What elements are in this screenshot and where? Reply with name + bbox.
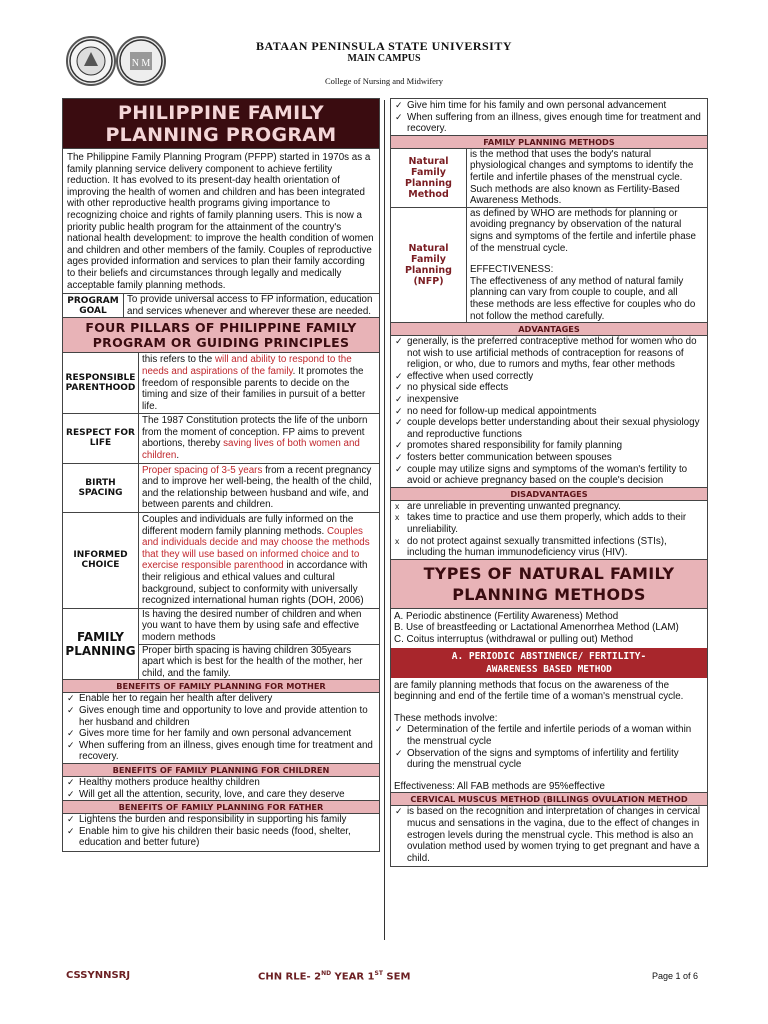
pillar-text-highlight: Couples and individuals decide and may choose the methods that they will use based on informed choice and to exercise responsible parenthood	[142, 525, 370, 572]
pillar-text-pre: The 1987 Constitution protects the life of the unborn from the moment of conception. FP aims to prevent abortions, thereby	[142, 415, 368, 450]
pfpp-intro: The Philippine Family Planning Program (PFPP) started in 1970s as a family planning service delivery component to achieve fertility reduction. It has evolved to its present-day health orientation of improving the health of women and children and has been integrated with other reproductive health programs giving importance to recognizing choice and rights of family planning users. This is now a priority public health program for the attainment of the country's national health development: to improve the health condition of women and children and other members of the family. Couples of reproductive ages provided information and services to plan their family according to their beliefs and circumstances through legally and medically acceptable family planning methods.	[63, 148, 379, 294]
fab-involve-label: These methods involve:	[394, 712, 498, 724]
list-item: x takes time to practice and use them properly, which adds to their unreliability.	[394, 512, 704, 535]
pillar-text-post: .	[176, 450, 180, 462]
pillar-text	[139, 414, 379, 462]
list-item: ✓ Enable him to give his children their basic needs (food, shelter, education and better future)	[66, 826, 376, 849]
list-item: ✓ couple develops better understanding about their sexual physiology and reproductive functions	[394, 417, 704, 440]
footer-course	[258, 970, 410, 982]
nfp-row	[391, 208, 707, 322]
pillar-text	[139, 513, 379, 608]
family-planning-spacing: Proper birth spacing is having children 305years apart which is best for the health of the mother, her child, and the family.	[142, 644, 363, 679]
footer-initials: CSSYNNSRJ	[66, 970, 131, 981]
list-item: ✓ no physical side effects	[394, 382, 704, 394]
effectiveness-label: EFFECTIVENESS:	[470, 264, 554, 276]
pillar-text-post: . It promotes the freedom of responsible parents to decide on the timing and size of their families in pursuit of a better life.	[142, 365, 366, 412]
list-item: ✓ fosters better communication between spouses	[394, 452, 704, 464]
fab-effectiveness: Effectiveness: All FAB methods are 95%effective	[394, 780, 605, 792]
nfp-definition: as defined by WHO are methods for planning or avoiding pregnancy by observation of the natural signs and symptoms of the fertile and infertile phase of the menstrual cycle.	[470, 207, 696, 254]
pillar-text	[139, 464, 379, 512]
left-column	[62, 98, 380, 852]
benefits-children-list	[63, 777, 379, 800]
list-item: ✓ is based on the recognition and interpretation of changes in cervical mucus and sensations in the vagina, due to the effect of changes in estrogen levels during the menstrual cycle. This method is also an ovulation method used by women trying to get pregnant and have a child.	[394, 806, 704, 864]
fab-method-title-bar	[391, 648, 707, 678]
program-goal-text: To provide universal access to FP information, education and services whenever and wherever these are needed.	[127, 294, 373, 317]
svg-text:N M: N M	[131, 58, 151, 69]
list-item: ✓ Determination of the fertile and infertile periods of a woman within the menstrual cycle	[394, 724, 704, 747]
nfp-content	[467, 208, 707, 322]
list-item: ✓ Healthy mothers produce healthy children	[66, 777, 376, 789]
fp-methods-title: FAMILY PLANNING METHODS	[391, 135, 707, 149]
list-item: ✓ Enable her to regain her health after delivery	[66, 693, 376, 705]
advantages-list	[391, 336, 707, 487]
pillars-title-banner: FOUR PILLARS OF PHILIPPINE FAMILY PROGRAM OR GUIDING PRINCIPLES	[63, 318, 379, 353]
list-item: ✓ Gives more time for her family and own personal advancement	[66, 728, 376, 740]
list-item: ✓ promotes shared responsibility for family planning	[394, 440, 704, 452]
cervical-mucus-title: CERVICAL MUSCUS METHOD (BILLINGS OVULATION METHOD	[391, 792, 707, 806]
college-name: College of Nursing and Midwifery	[324, 76, 444, 86]
pfpp-title-banner	[63, 99, 379, 148]
footer-course-post: SEM	[382, 971, 411, 983]
family-planning-text	[139, 609, 379, 680]
pillar-text	[139, 353, 379, 413]
list-item: C. Coitus interruptus (withdrawal or pulling out) Method	[394, 633, 634, 645]
pillar-label: RESPONSIBLE PARENTHOOD	[63, 353, 139, 413]
list-item: ✓ no need for follow-up medical appointments	[394, 406, 704, 418]
list-item: B. Use of breastfeeding or Lactational Amenorrhea Method (LAM)	[394, 622, 679, 634]
natural-method-label: Natural Family Planning Method	[391, 149, 467, 207]
footer-course-mid: YEAR 1	[331, 971, 375, 983]
father-benefits-continued	[391, 99, 707, 135]
list-item: ✓ generally, is the preferred contraceptive method for women who do not wish to use artificial methods of contraception for reasons of religion, or who, due to rumors and myths, fear other methods	[394, 336, 704, 371]
pillar-text-highlight: will and ability to respond to the needs and aspirations of the family	[142, 354, 352, 377]
fab-title-line1: A. PERIODIC ABSTINENCE/ FERTILITY-	[451, 650, 647, 662]
types-title-line2: PLANNING METHODS	[452, 584, 646, 604]
pillars-list	[63, 353, 379, 608]
program-goal-label: PROGRAM GOAL	[63, 294, 124, 317]
benefits-mother-title: BENEFITS OF FAMILY PLANNING FOR MOTHER	[63, 680, 379, 693]
footer-course-sup1: ND	[321, 970, 332, 977]
right-column	[390, 98, 708, 867]
fab-title-line2: AWARENESS BASED METHOD	[486, 663, 612, 675]
types-title-banner	[391, 559, 707, 609]
pillar-text-highlight: saving lives of both women and children	[142, 438, 360, 462]
pillar-label: RESPECT FOR LIFE	[63, 414, 139, 462]
list-item: ✓ Observation of the signs and symptoms of infertility and fertility during the menstrual cycle	[394, 748, 704, 771]
pillar-row	[63, 353, 379, 414]
nfp-label: Natural Family Planning (NFP)	[391, 208, 467, 322]
list-item: ✓ Gives enough time and opportunity to love and provide attention to her husband and children	[66, 705, 376, 728]
pillar-text-pre: Couples and individuals are fully informed on the different modern family planning methods.	[142, 514, 354, 537]
pillar-row	[63, 414, 379, 463]
family-planning-row	[63, 609, 379, 681]
column-divider	[384, 100, 385, 940]
page-number: Page 1 of 6	[652, 971, 699, 981]
footer-course-pre: CHN RLE- 2	[258, 971, 322, 983]
university-name: BATAAN PENINSULA STATE UNIVERSITY	[256, 39, 512, 53]
list-item: ✓ couple may utilize signs and symptoms of the woman's fertility to avoid or achieve pregnancy based on the couple's decision	[394, 464, 704, 487]
advantages-title: ADVANTAGES	[391, 322, 707, 336]
disadvantages-list	[391, 501, 707, 559]
list-item: x do not protect against sexually transmitted infections (STIs), including the human immunodeficiency virus (HIV).	[394, 536, 704, 559]
pillar-label: INFORMED CHOICE	[63, 513, 139, 608]
types-list	[391, 609, 707, 648]
pillar-text-pre: this refers to the	[142, 354, 215, 366]
list-item: ✓ inexpensive	[394, 394, 704, 406]
pfpp-title-line2: PLANNING PROGRAM	[105, 124, 337, 146]
pillar-label: BIRTH SPACING	[63, 464, 139, 512]
list-item: x are unreliable in preventing unwanted pregnancy.	[394, 501, 704, 513]
effectiveness-text: The effectiveness of any method of natural family planning can vary from couple to couple, and all these methods are less effective for couples who do not follow the method carefully.	[470, 275, 696, 322]
pillar-row	[63, 513, 379, 609]
benefits-father-list	[63, 814, 379, 851]
list-item: A. Periodic abstinence (Fertility Awareness) Method	[394, 610, 619, 622]
natural-method-text: is the method that uses the body's natural physiological changes and symptoms to identify the fertile and infertile phases of the menstrual cycle. Such methods are also known as Fertility-Based Awareness Methods.	[470, 148, 694, 207]
family-planning-label: FAMILY PLANNING	[63, 609, 139, 680]
campus-name: MAIN CAMPUS	[347, 53, 421, 64]
list-item: ✓ Lightens the burden and responsibility in supporting his family	[66, 814, 376, 826]
list-item: ✓ When suffering from an illness, gives enough time for treatment and recovery.	[66, 740, 376, 763]
fab-involve-list	[391, 724, 707, 770]
pillar-text-post: from a recent pregnancy and to improve her well-being, the health of the child, and the relationship between husband and wife, and between parents and children.	[142, 464, 372, 511]
pillar-row	[63, 464, 379, 513]
family-planning-definition: Is having the desired number of children and when you want to have them by using safe and effective modern methods	[139, 609, 379, 645]
left-box	[62, 98, 380, 852]
natural-method-row	[391, 149, 707, 208]
types-title-line1: TYPES OF NATURAL FAMILY	[423, 563, 675, 583]
program-goal-row	[63, 294, 379, 318]
fab-intro: are family planning methods that focus on the awareness of the beginning and end of the fertile time of a woman's menstrual cycle.	[394, 679, 684, 703]
cervical-mucus-list	[391, 806, 707, 866]
list-item: ✓ When suffering from an illness, gives enough time for treatment and recovery.	[394, 112, 704, 135]
list-item: ✓ Will get all the attention, security, love, and care they deserve	[66, 789, 376, 801]
disadvantages-title: DISADVANTAGES	[391, 487, 707, 501]
benefits-father-title: BENEFITS OF FAMILY PLANNING FOR FATHER	[63, 800, 379, 814]
pfpp-title-line1: PHILIPPINE FAMILY	[118, 102, 324, 124]
list-item: ✓ effective when used correctly	[394, 371, 704, 383]
benefits-mother-list	[63, 693, 379, 763]
pillar-text-highlight: Proper spacing of 3-5 years	[142, 464, 263, 476]
pillar-text-post: in accordance with their religious and ethical values and cultural background, subject to conformity with universally recognized international human rights (DOH, 2006)	[142, 560, 368, 607]
list-item: ✓ Give him time for his family and own personal advancement	[394, 100, 704, 112]
footer-course-sup2: ST	[374, 970, 383, 977]
right-box	[390, 98, 708, 867]
benefits-children-title: BENEFITS OF FAMILY PLANNING FOR CHILDREN	[63, 763, 379, 777]
